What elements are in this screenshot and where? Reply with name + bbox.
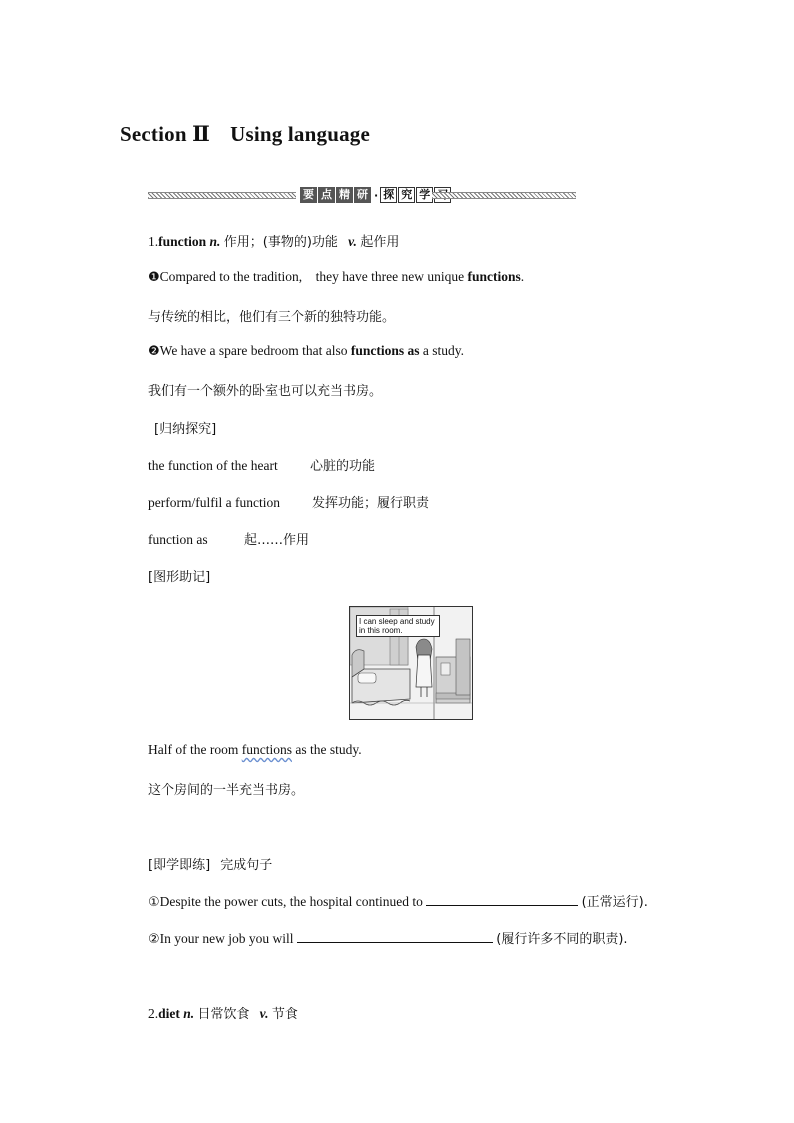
banner-char: 研 bbox=[354, 187, 371, 203]
meaning-verb: 起作用 bbox=[360, 235, 400, 250]
banner-label bbox=[300, 186, 452, 204]
pos-noun: n. bbox=[209, 234, 221, 249]
practice-label: [即学即练] bbox=[148, 858, 211, 873]
phrase-en: perform/fulfil a function bbox=[148, 495, 280, 510]
entry-word: function bbox=[158, 234, 207, 249]
example-keyword: functions bbox=[467, 269, 521, 284]
question-text: Despite the power cuts, the hospital continued to bbox=[159, 894, 423, 909]
banner-char: 究 bbox=[398, 187, 415, 203]
question-hint: (履行许多不同的职责). bbox=[496, 932, 628, 947]
speech-bubble: I can sleep and study in this room. bbox=[356, 615, 440, 637]
banner-dot: · bbox=[374, 188, 379, 202]
pos-verb: v. bbox=[259, 1006, 269, 1021]
question-marker: ② bbox=[148, 932, 160, 947]
example-text: Compared to the tradition, bbox=[159, 269, 303, 284]
question-text: In your new job you will bbox=[159, 931, 294, 946]
practice-title: 完成句子 bbox=[220, 858, 273, 873]
practice-heading bbox=[148, 854, 272, 873]
meaning-noun: 日常饮食 bbox=[197, 1007, 250, 1022]
practice-question bbox=[148, 891, 648, 910]
picture-sentence bbox=[148, 742, 362, 758]
section-label: Section Ⅱ bbox=[120, 122, 211, 146]
bedroom-study-illustration bbox=[349, 606, 473, 720]
banner-char: 学 bbox=[416, 187, 433, 203]
example-keyword: functions as bbox=[350, 343, 420, 358]
example-text: they have three new unique bbox=[315, 269, 465, 284]
section-banner bbox=[148, 186, 576, 204]
pos-noun: n. bbox=[183, 1006, 195, 1021]
phrase-cn: 心脏的功能 bbox=[310, 459, 376, 474]
phrase-row bbox=[148, 529, 309, 548]
banner-char: 要 bbox=[300, 187, 317, 203]
phrase-cn: 起……作用 bbox=[244, 533, 310, 548]
example-sentence bbox=[148, 269, 524, 285]
example-sentence bbox=[148, 343, 464, 359]
phrase-cn: 发挥功能；履行职责 bbox=[312, 496, 430, 511]
entry-number: 1. bbox=[148, 234, 159, 249]
phrase-en: the function of the heart bbox=[148, 458, 278, 473]
example-marker: ❶ bbox=[148, 270, 160, 285]
entry-heading bbox=[148, 231, 399, 250]
answer-blank[interactable] bbox=[426, 893, 578, 906]
phrase-row bbox=[148, 492, 429, 511]
banner-hatch-left bbox=[148, 192, 296, 199]
example-translation: 与传统的相比，他们有三个新的独特功能。 bbox=[148, 310, 396, 325]
meaning-noun: 作用；(事物的)功能 bbox=[223, 235, 338, 250]
banner-char: 探 bbox=[380, 187, 397, 203]
banner-hatch-right bbox=[432, 192, 576, 199]
practice-question bbox=[148, 928, 628, 947]
question-hint: (正常运行). bbox=[581, 895, 648, 910]
example-marker: ❷ bbox=[148, 344, 160, 359]
entry-word: diet bbox=[158, 1006, 180, 1021]
phrase-en: function as bbox=[148, 532, 208, 547]
pos-verb: v. bbox=[348, 234, 357, 249]
phrase-row bbox=[148, 455, 375, 474]
page-title bbox=[120, 121, 370, 147]
example-text: a study. bbox=[422, 343, 465, 358]
picture-text: as the study. bbox=[295, 742, 362, 757]
picture-text: Half of the room bbox=[148, 742, 239, 757]
banner-char: 精 bbox=[336, 187, 353, 203]
picture-keyword: functions bbox=[241, 742, 292, 757]
example-text: We have a spare bedroom that also bbox=[159, 343, 348, 358]
entry-heading bbox=[148, 1003, 298, 1022]
entry-number: 2. bbox=[148, 1006, 159, 1021]
answer-blank[interactable] bbox=[297, 930, 493, 943]
picture-translation: 这个房间的一半充当书房。 bbox=[148, 783, 305, 798]
section-subtitle: Using language bbox=[230, 122, 370, 146]
example-translation: 我们有一个额外的卧室也可以充当书房。 bbox=[148, 384, 383, 399]
banner-char: 点 bbox=[318, 187, 335, 203]
summary-label: [归纳探究] bbox=[154, 422, 217, 437]
meaning-verb: 节食 bbox=[271, 1007, 298, 1022]
memory-label: [图形助记] bbox=[148, 570, 211, 585]
example-text: . bbox=[520, 269, 525, 284]
question-marker: ① bbox=[148, 895, 160, 910]
